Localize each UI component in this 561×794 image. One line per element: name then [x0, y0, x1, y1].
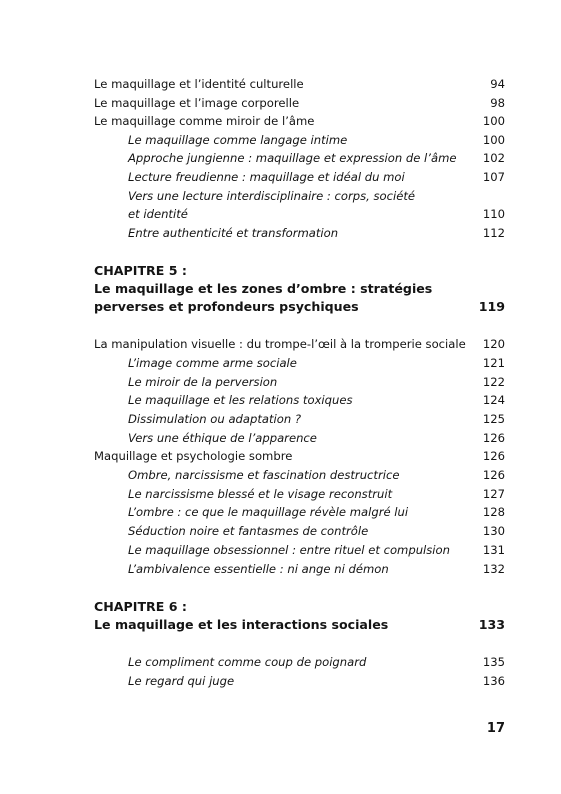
toc-entry-title: Le maquillage et l’image corporelle [94, 96, 300, 110]
toc-entry-title: Maquillage et psychologie sombre [94, 449, 293, 463]
chapter-5-title-line2: perverses et profondeurs psychiques [94, 299, 359, 314]
chapter-6-label-text: CHAPITRE 6 : [94, 599, 187, 614]
toc-subentry [128, 429, 505, 447]
toc-entry-title: Le maquillage et l’identité culturelle [94, 77, 304, 91]
toc-subentry [128, 354, 505, 372]
toc-subentry-page: 126 [482, 431, 505, 445]
toc-subentry-page: 102 [482, 151, 505, 165]
toc-subentry [128, 672, 505, 690]
toc-subentry-page: 127 [482, 487, 505, 501]
toc-subentry-title: et identité [128, 207, 188, 221]
chapter-6-title-text: Le maquillage et les interactions sociales [94, 617, 389, 632]
toc-subentry [128, 503, 505, 521]
toc-subentry-title: Le maquillage et les relations toxiques [128, 393, 353, 407]
toc-entry-page: 94 [490, 77, 505, 91]
toc-entry-page: 120 [482, 337, 505, 351]
toc-subentry-page: 110 [482, 207, 505, 221]
toc-subentry-page: 124 [482, 393, 505, 407]
toc-subentry [128, 149, 505, 167]
toc-subentry-page: 135 [482, 655, 505, 669]
toc-subentry-page: 100 [482, 133, 505, 147]
toc-subentry-title: Le miroir de la perversion [128, 375, 278, 389]
toc-subentry [128, 485, 505, 503]
toc-subentry [128, 205, 505, 223]
toc-subentry [128, 560, 505, 578]
toc-subentry-title: Le maquillage obsessionnel : entre rituel et compulsion [128, 543, 450, 557]
chapter-6-page: 133 [478, 617, 505, 632]
toc-subentry-page: 132 [482, 562, 505, 576]
toc-subentry-page: 130 [482, 524, 505, 538]
toc-subentry [128, 410, 505, 428]
toc-subentry [128, 522, 505, 540]
toc-subentry-page: 112 [482, 226, 505, 240]
toc-subentry-title: Vers une lecture interdisciplinaire : corps, société [128, 189, 416, 203]
page-number: 17 [486, 721, 505, 736]
toc-subentry-title: Le compliment comme coup de poignard [128, 655, 367, 669]
toc-subentry-title: Séduction noire et fantasmes de contrôle [128, 524, 369, 538]
toc-subentry-title: Approche jungienne : maquillage et expression de l’âme [128, 151, 457, 165]
toc-subentry-page: 126 [482, 468, 505, 482]
toc-subentry [128, 466, 505, 484]
toc-subentry-page: 136 [482, 674, 505, 688]
toc-entry [94, 112, 505, 130]
toc-subentry-title: Dissimulation ou adaptation ? [128, 412, 302, 426]
toc-entry-page: 100 [482, 114, 505, 128]
toc-subentry-title: Entre authenticité et transformation [128, 226, 339, 240]
toc-subentry [128, 373, 505, 391]
toc-subentry-title: L’ambivalence essentielle : ni ange ni démon [128, 562, 389, 576]
toc-subentry-page: 122 [482, 375, 505, 389]
toc-subentry [128, 168, 505, 186]
chapter-5-label-text: CHAPITRE 5 : [94, 263, 187, 278]
toc-entry [94, 94, 505, 112]
chapter-5-title-line1: Le maquillage et les zones d’ombre : stratégies [94, 281, 433, 296]
chapter-6-label [94, 597, 505, 616]
toc-subentry-title: Ombre, narcissisme et fascination destructrice [128, 468, 400, 482]
chapter-5-page: 119 [478, 299, 505, 314]
toc-entry [94, 75, 505, 93]
chapter-5-title-cont [94, 297, 505, 316]
toc-subentry [128, 541, 505, 559]
toc-subentry-title: Le regard qui juge [128, 674, 235, 688]
toc-subentry [128, 187, 505, 205]
chapter-5-label [94, 261, 505, 280]
toc-subentry [128, 391, 505, 409]
toc-subentry [128, 131, 505, 149]
toc-subentry-title: Le maquillage comme langage intime [128, 133, 348, 147]
toc-subentry-page: 128 [482, 505, 505, 519]
toc-entry-title: La manipulation visuelle : du trompe-l’œil à la tromperie sociale [94, 337, 466, 351]
toc-subentry [128, 653, 505, 671]
toc-entry [94, 447, 505, 465]
toc-subentry-title: Le narcissisme blessé et le visage reconstruit [128, 487, 393, 501]
toc-subentry [128, 224, 505, 242]
toc-entry [94, 335, 505, 353]
toc-entry-page: 126 [482, 449, 505, 463]
toc-subentry-page: 125 [482, 412, 505, 426]
toc-subentry-title: L’image comme arme sociale [128, 356, 297, 370]
toc-subentry-title: L’ombre : ce que le maquillage révèle malgré lui [128, 505, 409, 519]
toc-subentry-page: 107 [482, 170, 505, 184]
chapter-6-title [94, 615, 505, 634]
toc-subentry-page: 121 [482, 356, 505, 370]
toc-subentry-page: 131 [482, 543, 505, 557]
toc-entry-title: Le maquillage comme miroir de l’âme [94, 114, 315, 128]
toc-subentry-title: Lecture freudienne : maquillage et idéal du moi [128, 170, 405, 184]
chapter-5-title [94, 279, 505, 298]
toc-entry-page: 98 [490, 96, 505, 110]
toc-subentry-title: Vers une éthique de l’apparence [128, 431, 317, 445]
